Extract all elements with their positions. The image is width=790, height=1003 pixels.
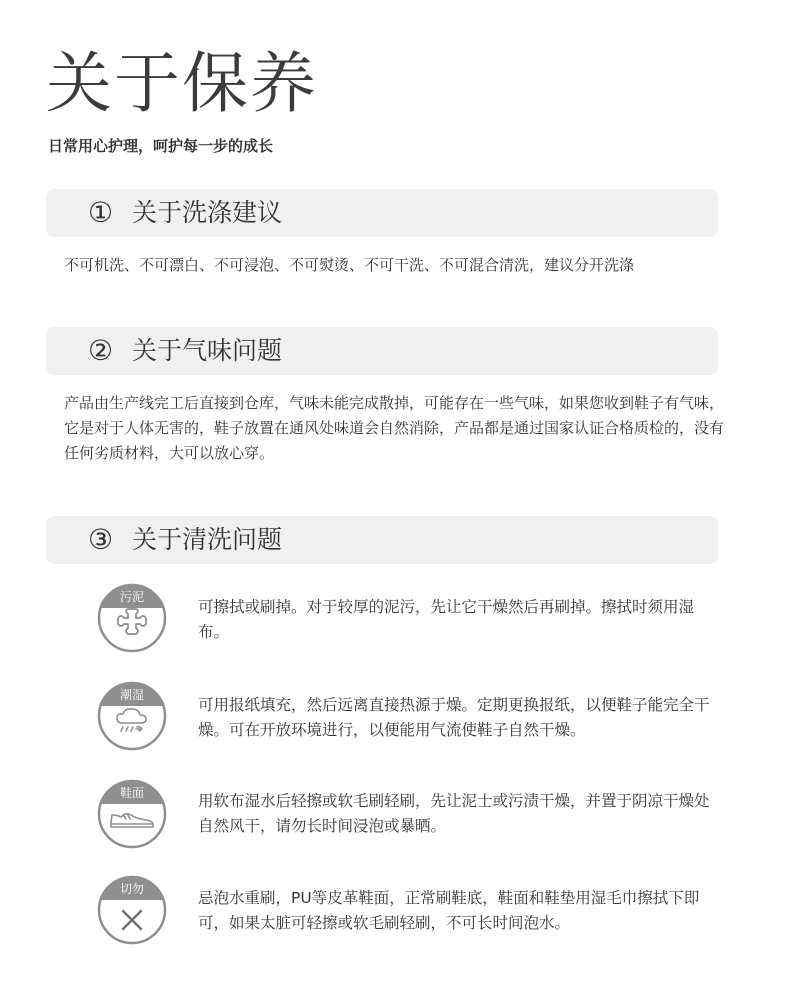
dirt-advice-text: 可擦拭或刷掉。对于较厚的泥污，先让它干燥然后再刷掉。擦拭时须用湿布。 [198, 598, 695, 641]
section-header-cleaning [46, 516, 718, 564]
damp-advice-text: 可用报纸填充，然后远离直接热源于燥。定期更换报纸，以便鞋子能完全干燥。可在开放环境进行，以便能用气流使鞋子自然干燥。 [198, 696, 710, 739]
section-number: ③ [88, 523, 114, 556]
section-heading: 关于洗涤建议 [132, 198, 283, 227]
badge-label: 污泥 [119, 590, 145, 604]
badge-label: 鞋面 [119, 786, 145, 800]
page-subtitle: 日常用心护理，呵护每一步的成长 [48, 137, 274, 155]
upper-badge [97, 779, 167, 849]
washing-advice-text: 不可机洗、不可漂白、不可浸泡、不可熨烫、不可干洗、不可混合清洗，建议分开洗涤 [64, 256, 635, 274]
page-title: 关于保养 [46, 45, 318, 122]
avoid-advice-text: 忌泡水重刷，PU等皮革鞋面，正常刷鞋底，鞋面和鞋垫用湿毛巾擦拭下即可，如果太脏可轻擦或软毛刷轻刷，不可长时间泡水。 [198, 889, 700, 932]
section-number: ① [88, 196, 114, 229]
badge-label: 切勿 [119, 882, 145, 896]
upper-advice-text: 用软布湿水后轻擦或软毛刷轻刷，先让泥士或污渍干燥，并置于阴凉干燥处自然风干，请勿长时间浸泡或暴晒。 [198, 792, 710, 835]
section-heading: 关于气味问题 [132, 336, 283, 365]
section-header-washing [46, 189, 718, 237]
avoid-badge [97, 875, 167, 945]
section-header-odor [46, 327, 718, 375]
dirt-badge [97, 583, 167, 653]
section-number: ② [88, 334, 114, 367]
badge-label: 潮湿 [119, 688, 145, 702]
section-heading: 关于清洗问题 [132, 525, 283, 554]
odor-advice-text: 产品由生产线完工后直接到仓库，气味未能完成散掉，可能存在一些气味，如果您收到鞋子有气味，它是对于人体无害的，鞋子放置在通风处味道会自然消除，产品都是通过国家认证合格质检的，没有任何劣质材料，大可以放心穿。 [64, 394, 725, 462]
damp-badge [97, 681, 167, 751]
